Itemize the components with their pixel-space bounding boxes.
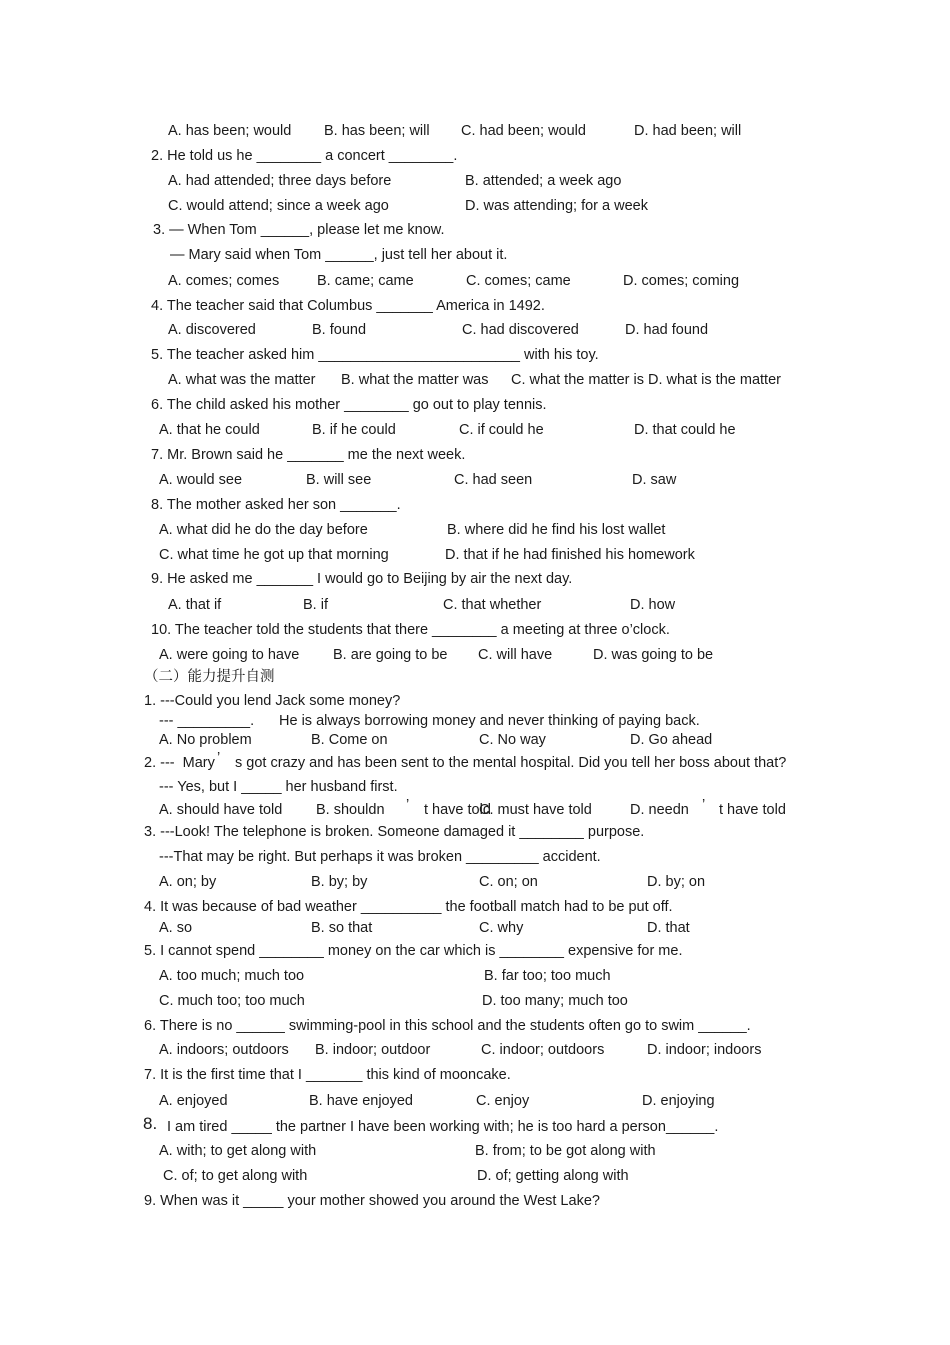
s1-q7-stem: 7. Mr. Brown said he _______ me the next week. [151, 447, 466, 463]
s2-q2-apostrophe: ’ [217, 750, 221, 766]
s1-q1-option-d: D. had been; will [634, 123, 742, 139]
s2-q5-option-d: D. too many; much too [482, 993, 628, 1009]
s2-q4-option-b: B. so that [311, 920, 373, 936]
s2-q2-stem-2: --- Yes, but I _____ her husband first. [159, 779, 398, 795]
s2-q8-option-c: C. of; to get along with [163, 1168, 308, 1184]
s2-q8-option-d: D. of; getting along with [477, 1168, 629, 1184]
s1-q10-option-b: B. are going to be [333, 647, 448, 663]
s2-q3-option-a: A. on; by [159, 874, 217, 890]
s1-q4-option-c: C. had discovered [462, 322, 579, 338]
s2-q2-option-c: C. must have told [479, 802, 592, 818]
s1-q3-stem: 3. — When Tom ______, please let me know. [153, 222, 445, 238]
s2-q7-option-b: B. have enjoyed [309, 1093, 413, 1109]
s2-q3-option-c: C. on; on [479, 874, 538, 890]
s2-q5-option-a: A. too much; much too [159, 968, 305, 984]
s1-q1-option-a: A. has been; would [168, 123, 292, 139]
s2-q2-option-b-part2: t have told [424, 802, 491, 818]
s1-q9-stem: 9. He asked me _______ I would go to Beijing by air the next day. [151, 571, 573, 587]
s1-q8-stem: 8. The mother asked her son _______. [151, 497, 401, 513]
s1-q6-option-d: D. that could he [634, 422, 736, 438]
s1-q7-option-d: D. saw [632, 472, 677, 488]
s2-q7-option-a: A. enjoyed [159, 1093, 228, 1109]
s2-q1-stem-2b: He is always borrowing money and never thinking of paying back. [279, 713, 700, 729]
s2-q2-option-d-apostrophe: ’ [702, 797, 706, 813]
s1-q5-option-cd: C. what the matter is D. what is the matter [511, 372, 781, 388]
s1-q4-option-d: D. had found [625, 322, 709, 338]
s1-q2-option-a: A. had attended; three days before [168, 173, 392, 189]
s2-q3-option-d: D. by; on [647, 874, 706, 890]
s1-q7-option-a: A. would see [159, 472, 243, 488]
s2-q1-option-d: D. Go ahead [630, 732, 713, 748]
s2-q8-number: 8. [143, 1114, 158, 1133]
s1-q3-option-b: B. came; came [317, 273, 414, 289]
s1-q6-stem: 6. The child asked his mother ________ go out to play tennis. [151, 397, 547, 413]
s2-q2-option-b-apostrophe: ’ [406, 797, 410, 813]
s2-q6-option-a: A. indoors; outdoors [159, 1042, 289, 1058]
s1-q6-option-a: A. that he could [159, 422, 260, 438]
s2-q1-option-c: C. No way [479, 732, 546, 748]
s2-q2-stem-a: 2. --- Mary [144, 755, 215, 771]
s1-q4-option-a: A. discovered [168, 322, 256, 338]
s2-q5-option-c: C. much too; too much [159, 993, 305, 1009]
s1-q6-option-c: C. if could he [459, 422, 544, 438]
s2-q4-option-c: C. why [479, 920, 524, 936]
s2-q5-option-b: B. far too; too much [484, 968, 611, 984]
s2-q2-option-a: A. should have told [159, 802, 283, 818]
s2-q1-option-b: B. Come on [311, 732, 388, 748]
s1-q2-option-b: B. attended; a week ago [465, 173, 622, 189]
s1-q7-option-b: B. will see [306, 472, 372, 488]
s1-q5-option-b: B. what the matter was [341, 372, 489, 388]
s1-q9-option-a: A. that if [168, 597, 222, 613]
s1-q4-option-b: B. found [312, 322, 367, 338]
s2-q1-option-a: A. No problem [159, 732, 252, 748]
s2-q2-stem-b: s got crazy and has been sent to the mental hospital. Did you tell her boss about that? [235, 755, 787, 771]
s2-q8-stem: I am tired _____ the partner I have been working with; he is too hard a person______. [167, 1119, 719, 1135]
s1-q1-option-b: B. has been; will [324, 123, 430, 139]
s2-q4-option-d: D. that [647, 920, 690, 936]
s1-q8-option-d: D. that if he had finished his homework [445, 547, 695, 563]
s2-q4-option-a: A. so [159, 920, 193, 936]
s2-q5-stem: 5. I cannot spend ________ money on the car which is ________ expensive for me. [144, 943, 683, 959]
s1-q3-stem-2: — Mary said when Tom ______, just tell her about it. [170, 247, 508, 263]
s2-q8-option-a: A. with; to get along with [159, 1143, 317, 1159]
s2-q6-option-b: B. indoor; outdoor [315, 1042, 431, 1058]
s1-q10-stem: 10. The teacher told the students that there ________ a meeting at three o’clock. [151, 622, 670, 638]
s1-q7-option-c: C. had seen [454, 472, 533, 488]
s1-q3-option-d: D. comes; coming [623, 273, 740, 289]
s1-q5-option-a: A. what was the matter [168, 372, 316, 388]
s2-q6-option-c: C. indoor; outdoors [481, 1042, 605, 1058]
s2-q6-stem: 6. There is no ______ swimming-pool in this school and the students often go to swim ______. [144, 1018, 751, 1034]
s2-q2-option-d-part1: D. needn [630, 802, 689, 818]
s1-q10-option-c: C. will have [478, 647, 553, 663]
s2-q7-option-d: D. enjoying [642, 1093, 715, 1109]
s1-q2-option-c: C. would attend; since a week ago [168, 198, 389, 214]
s1-q10-option-a: A. were going to have [159, 647, 300, 663]
s2-q2-option-d-part2: t have told [719, 802, 786, 818]
s1-q9-option-b: B. if [303, 597, 328, 613]
s2-q1-stem-2a: --- _________. [159, 713, 255, 729]
s1-q2-stem: 2. He told us he ________ a concert ________. [151, 148, 458, 164]
s1-q4-stem: 4. The teacher said that Columbus _______ America in 1492. [151, 298, 545, 314]
s2-q3-stem-2: ---That may be right. But perhaps it was broken _________ accident. [159, 849, 601, 865]
s2-q1-stem: 1. ---Could you lend Jack some money? [144, 693, 401, 709]
s1-q10-option-d: D. was going to be [593, 647, 714, 663]
section2-heading: （二）能力提升自测 [144, 669, 275, 685]
s1-q3-option-c: C. comes; came [466, 273, 571, 289]
s1-q2-option-d: D. was attending; for a week [465, 198, 648, 214]
s1-q5-stem: 5. The teacher asked him _________________________ with his toy. [151, 347, 599, 363]
s2-q3-option-b: B. by; by [311, 874, 368, 890]
s2-q6-option-d: D. indoor; indoors [647, 1042, 762, 1058]
s1-q6-option-b: B. if he could [312, 422, 396, 438]
s2-q4-stem: 4. It was because of bad weather __________ the football match had to be put off. [144, 899, 673, 915]
s1-q1-option-c: C. had been; would [461, 123, 586, 139]
s2-q7-stem: 7. It is the first time that I _______ this kind of mooncake. [144, 1067, 511, 1083]
s1-q3-option-a: A. comes; comes [168, 273, 280, 289]
s2-q3-stem: 3. ---Look! The telephone is broken. Someone damaged it ________ purpose. [144, 824, 645, 840]
s1-q9-option-c: C. that whether [443, 597, 542, 613]
s1-q8-option-c: C. what time he got up that morning [159, 547, 389, 563]
s1-q9-option-d: D. how [630, 597, 676, 613]
s2-q9-stem: 9. When was it _____ your mother showed you around the West Lake? [144, 1193, 600, 1209]
s2-q8-option-b: B. from; to be got along with [475, 1143, 656, 1159]
s2-q7-option-c: C. enjoy [476, 1093, 530, 1109]
s1-q8-option-b: B. where did he find his lost wallet [447, 522, 666, 538]
s1-q8-option-a: A. what did he do the day before [159, 522, 368, 538]
s2-q2-option-b-part1: B. shouldn [316, 802, 385, 818]
